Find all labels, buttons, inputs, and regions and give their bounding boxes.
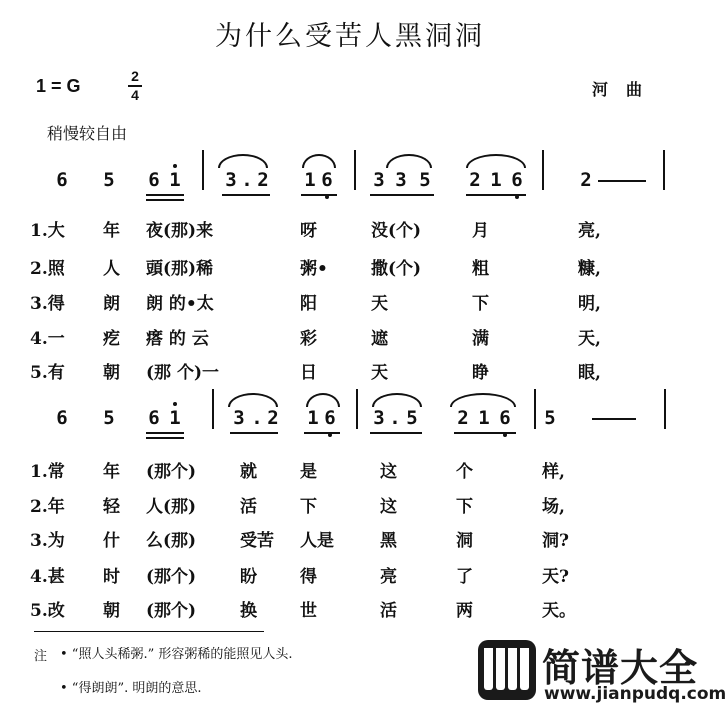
note: . bbox=[251, 407, 263, 429]
bar-line bbox=[663, 150, 665, 190]
lyric: 受苦 bbox=[240, 531, 274, 551]
beam bbox=[454, 432, 516, 434]
lyric: 彩 bbox=[300, 329, 317, 349]
note: 1 bbox=[478, 407, 490, 429]
lyric: 没(个) bbox=[371, 221, 422, 241]
note: 6 bbox=[321, 169, 333, 191]
note: 5 bbox=[103, 407, 115, 429]
lyric-line bbox=[0, 324, 700, 354]
slur bbox=[218, 154, 268, 168]
lyric-line bbox=[0, 526, 700, 556]
watermark-url: www.jianpudq.com bbox=[544, 684, 726, 704]
lyric: 黑 bbox=[380, 531, 397, 551]
note: 2 bbox=[469, 169, 481, 191]
note: 1 bbox=[307, 407, 319, 429]
lyric: 这 bbox=[380, 462, 397, 482]
watermark-title: 简谱大全 bbox=[542, 646, 699, 690]
lyric: 亮 bbox=[380, 567, 397, 587]
beam bbox=[146, 432, 184, 434]
lyric: 明, bbox=[578, 294, 601, 314]
lyric: 2.年 bbox=[30, 497, 65, 517]
note: 6 bbox=[56, 407, 68, 429]
note: 2 bbox=[257, 169, 269, 191]
lyric: 时 bbox=[103, 567, 120, 587]
lyric: 活 bbox=[380, 601, 397, 621]
slur bbox=[450, 393, 516, 407]
lyric: 朝 bbox=[103, 601, 120, 621]
lyric: 人 bbox=[103, 259, 120, 279]
time-signature bbox=[128, 69, 142, 103]
bar-line bbox=[354, 150, 356, 190]
slur bbox=[386, 154, 432, 168]
lyric: 4.一 bbox=[30, 329, 65, 349]
note: 1 bbox=[169, 169, 181, 191]
lyric-line bbox=[0, 492, 700, 522]
bar-line bbox=[542, 150, 544, 190]
note: 3 bbox=[395, 169, 407, 191]
extension-dash bbox=[598, 180, 646, 182]
note: 3 bbox=[233, 407, 245, 429]
lyric: 日 bbox=[300, 363, 317, 383]
note: 6 bbox=[148, 169, 160, 191]
lyric-line bbox=[0, 562, 700, 592]
note: 6 bbox=[148, 407, 160, 429]
notation-staff-2 bbox=[0, 381, 700, 443]
slur bbox=[306, 393, 340, 407]
beam bbox=[146, 437, 184, 439]
lyric: 场, bbox=[542, 497, 565, 517]
note: 3 bbox=[225, 169, 237, 191]
octave-dot bbox=[173, 164, 177, 168]
lyric: 夜(那)来 bbox=[146, 221, 214, 241]
lyric: 天 bbox=[371, 363, 388, 383]
lyric: 5.改 bbox=[30, 601, 65, 621]
lyric: 个 bbox=[456, 462, 473, 482]
lyric-line bbox=[0, 216, 700, 246]
footnote-2: • “得朗朗”. 明朗的意思. bbox=[60, 681, 202, 696]
note: 1 bbox=[490, 169, 502, 191]
beam bbox=[370, 432, 422, 434]
note: . bbox=[241, 169, 253, 191]
lyric: 就 bbox=[240, 462, 257, 482]
beam bbox=[146, 199, 184, 201]
time-signature-top: 2 bbox=[131, 68, 139, 84]
note: 1 bbox=[304, 169, 316, 191]
lyric: 洞 bbox=[456, 531, 473, 551]
bar-line bbox=[202, 150, 204, 190]
lyric: 1.大 bbox=[30, 221, 65, 241]
lyric: 1.常 bbox=[30, 462, 65, 482]
lyric: 换 bbox=[240, 601, 257, 621]
note: 2 bbox=[457, 407, 469, 429]
lyric: 什 bbox=[103, 531, 120, 551]
piano-key bbox=[508, 648, 517, 690]
lyric: 3.得 bbox=[30, 294, 65, 314]
slur bbox=[466, 154, 526, 168]
lyric: 粗 bbox=[472, 259, 489, 279]
lyric: 天, bbox=[578, 329, 601, 349]
lyric: 亮, bbox=[578, 221, 601, 241]
beam bbox=[146, 194, 184, 196]
lyric: 瘩 的 云 bbox=[146, 329, 209, 349]
lyric: 是 bbox=[300, 462, 317, 482]
note: 3 bbox=[373, 169, 385, 191]
lyric: 人(那) bbox=[146, 497, 197, 517]
lyric: 天。 bbox=[542, 601, 576, 621]
note: 6 bbox=[324, 407, 336, 429]
lyric: 天? bbox=[542, 567, 569, 587]
lyric: 下 bbox=[300, 497, 317, 517]
lyric: 下 bbox=[456, 497, 473, 517]
lyric: 两 bbox=[456, 601, 473, 621]
footnote-label: 注 bbox=[34, 649, 48, 664]
lyric: 頭(那)稀 bbox=[146, 259, 214, 279]
lyric: 呀 bbox=[300, 221, 317, 241]
extension-dash bbox=[592, 418, 636, 420]
lyric: 糠, bbox=[578, 259, 601, 279]
lyric: 2.照 bbox=[30, 259, 65, 279]
lyric-line bbox=[0, 596, 700, 626]
lyric: 轻 bbox=[103, 497, 120, 517]
note: 2 bbox=[267, 407, 279, 429]
lyric: 活 bbox=[240, 497, 257, 517]
tempo-marking: 稍慢较自由 bbox=[47, 124, 128, 143]
note: 6 bbox=[56, 169, 68, 191]
note: 2 bbox=[580, 169, 592, 191]
lyric: 4.甚 bbox=[30, 567, 65, 587]
note: 6 bbox=[499, 407, 511, 429]
lyric: 人是 bbox=[300, 531, 334, 551]
lyric: 下 bbox=[472, 294, 489, 314]
lyric: 疙 bbox=[103, 329, 120, 349]
lyric: 睁 bbox=[472, 363, 489, 383]
lyric: 得 bbox=[300, 567, 317, 587]
lyric: 阳 bbox=[300, 294, 317, 314]
song-origin: 河曲 bbox=[592, 80, 661, 99]
note: 1 bbox=[169, 407, 181, 429]
lyric: 年 bbox=[103, 221, 120, 241]
note: . bbox=[389, 407, 401, 429]
piano-key bbox=[520, 648, 529, 690]
lyric: 年 bbox=[103, 462, 120, 482]
bar-line bbox=[664, 389, 666, 429]
lyric-line bbox=[0, 254, 700, 284]
beam bbox=[370, 194, 434, 196]
slur bbox=[372, 393, 422, 407]
bar-line bbox=[212, 389, 214, 429]
lyric: 盼 bbox=[240, 567, 257, 587]
song-title: 为什么受苦人黑洞洞 bbox=[215, 21, 485, 52]
lyric: 这 bbox=[380, 497, 397, 517]
lyric: 朝 bbox=[103, 363, 120, 383]
lyric: 撒(个) bbox=[371, 259, 422, 279]
lyric: (那个) bbox=[146, 567, 197, 587]
lyric: 么(那) bbox=[146, 531, 197, 551]
time-signature-bottom: 4 bbox=[131, 87, 139, 103]
lyric: 眼, bbox=[578, 363, 601, 383]
note: 5 bbox=[406, 407, 418, 429]
octave-dot bbox=[173, 402, 177, 406]
piano-key bbox=[484, 648, 493, 690]
beam bbox=[304, 432, 340, 434]
beam bbox=[222, 194, 270, 196]
lyric: 朗 bbox=[103, 294, 120, 314]
lyric: (那个) bbox=[146, 601, 197, 621]
lyric: 天 bbox=[371, 294, 388, 314]
lyric: (那个) bbox=[146, 462, 197, 482]
note: 3 bbox=[373, 407, 385, 429]
piano-key bbox=[496, 648, 505, 690]
lyric-line bbox=[0, 289, 700, 319]
piano-keys-icon bbox=[478, 640, 536, 700]
note: 6 bbox=[511, 169, 523, 191]
lyric: 样, bbox=[542, 462, 565, 482]
slur bbox=[228, 393, 278, 407]
lyric: 朗 的•太 bbox=[146, 294, 214, 314]
lyric: 满 bbox=[472, 329, 489, 349]
lyric: 粥• bbox=[300, 259, 328, 279]
notation-staff-1 bbox=[0, 138, 700, 200]
lyric: 世 bbox=[300, 601, 317, 621]
lyric: 遮 bbox=[371, 329, 388, 349]
note: 5 bbox=[103, 169, 115, 191]
key-signature: 1 = G bbox=[36, 76, 81, 96]
lyric: 了 bbox=[456, 567, 473, 587]
beam bbox=[301, 194, 337, 196]
note: 5 bbox=[419, 169, 431, 191]
lyric: 月 bbox=[472, 221, 489, 241]
footnote-rule bbox=[34, 631, 264, 632]
lyric: (那 个)一 bbox=[146, 363, 220, 383]
bar-line bbox=[356, 389, 358, 429]
beam bbox=[230, 432, 278, 434]
footnote-1: • “照人头稀粥.” 形容粥稀的能照见人头. bbox=[60, 647, 293, 662]
bar-line bbox=[534, 389, 536, 429]
lyric: 3.为 bbox=[30, 531, 65, 551]
slur bbox=[302, 154, 336, 168]
beam bbox=[466, 194, 526, 196]
note: 5 bbox=[544, 407, 556, 429]
lyric-line bbox=[0, 457, 700, 487]
lyric: 5.有 bbox=[30, 363, 65, 383]
lyric: 洞? bbox=[542, 531, 569, 551]
